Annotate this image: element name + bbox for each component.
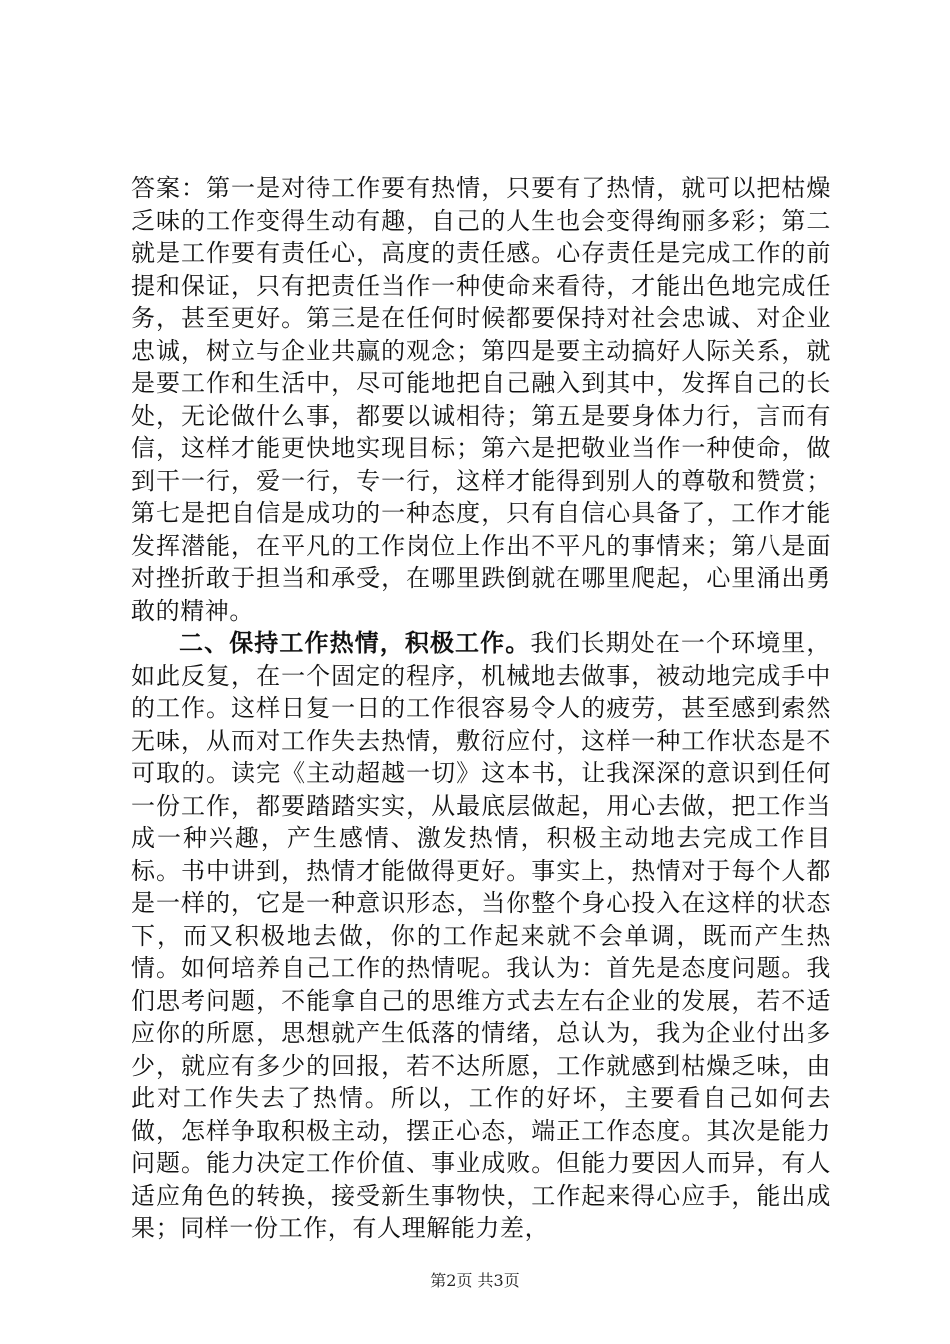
paragraph-answer [131, 172, 831, 627]
document-body [131, 172, 831, 1245]
section-heading: 二、保持工作热情，积极工作。 [179, 628, 531, 657]
paragraph-answer-text: 答案：第一是对待工作要有热情，只要有了热情，就可以把枯燥乏味的工作变得生动有趣，自己的人生也会变得绚丽多彩；第二就是工作要有责任心，高度的责任感。心存责任是完成工作的前提和保证，只有把责任当作一种使命来看待，才能出色地完成任务，甚至更好。第三是在任何时候都要保持对社会忠诚、对企业忠诚，树立与企业共赢的观念；第四是要主动搞好人际关系，就是要工作和生活中，尽可能地把自己融入到其中，发挥自己的长处，无论做什么事，都要以诚相待；第五是要身体力行，言而有信，这样才能更快地实现目标；第六是把敬业当作一种使命，做到干一行，爱一行，专一行，这样才能得到别人的尊敬和赞赏；第七是把自信是成功的一种态度，只有自信心具备了，工作才能发挥潜能，在平凡的工作岗位上作出不平凡的事情来；第八是面对挫折敢于担当和承受，在哪里跌倒就在哪里爬起，心里涌出勇敢的精神。 [131, 174, 831, 625]
paragraph-section-two-text: 我们长期处在一个环境里，如此反复，在一个固定的程序，机械地去做事，被动地完成手中的工作。这样日复一日的工作很容易令人的疲劳，甚至感到索然无味，从而对工作失去热情，敷衍应付，这样一种工作状态是不可取的。读完《主动超越一切》这本书，让我深深的意识到任何一份工作，都要踏踏实实，从最底层做起，用心去做，把工作当成一种兴趣，产生感情、激发热情，积极主动地去完成工作目标。书中讲到，热情才能做得更好。事实上，热情对于每个人都是一样的，它是一种意识形态，当你整个身心投入在这样的状态下，而又积极地去做，你的工作起来就不会单调，既而产生热情。如何培养自己工作的热情呢。我认为：首先是态度问题。我们思考问题，不能拿自己的思维方式去左右企业的发展，若不适应你的所愿，思想就产生低落的情绪，总认为，我为企业付出多少，就应有多少的回报，若不达所愿，工作就感到枯燥乏味，由此对工作失去了热情。所以，工作的好坏，主要看自己如何去做，怎样争取积极主动，摆正心态，端正工作态度。其次是能力问题。能力决定工作价值、事业成败。但能力要因人而异，有人适应角色的转换，接受新生事物快，工作起来得心应手，能出成果；同样一份工作，有人理解能力差， [131, 629, 831, 1242]
page-footer [0, 1271, 950, 1291]
page-number: 第2页 共3页 [430, 1271, 520, 1290]
paragraph-section-two [131, 627, 831, 1245]
